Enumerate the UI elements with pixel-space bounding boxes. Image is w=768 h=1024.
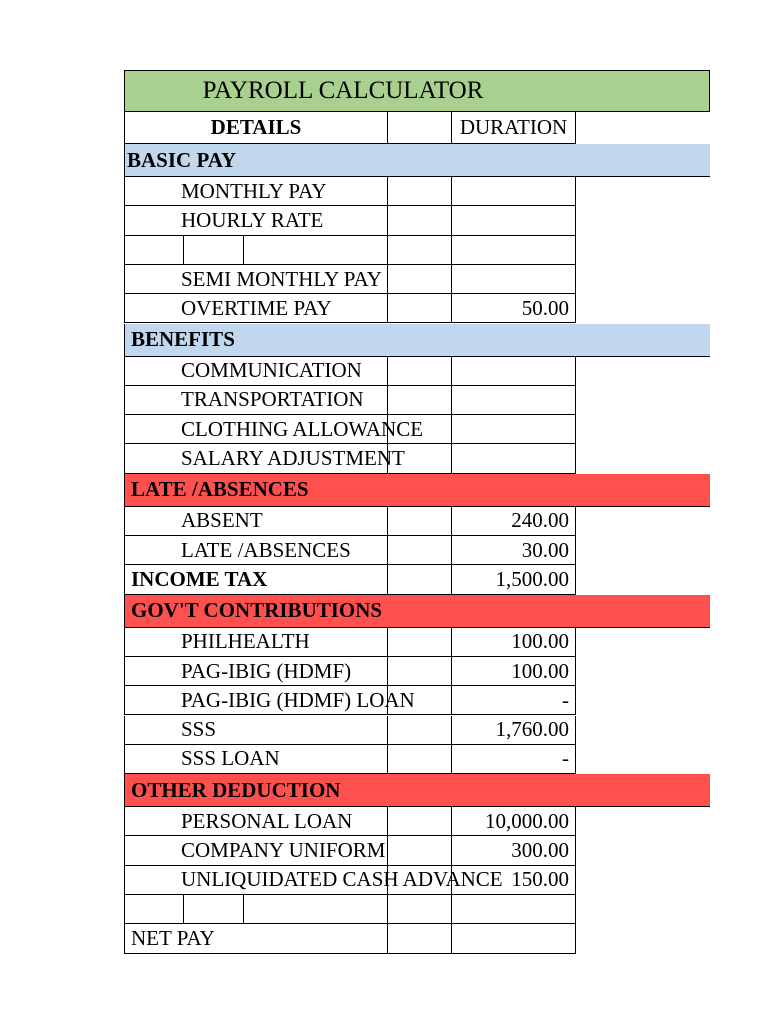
table-row [124,507,710,536]
input-cell[interactable] [388,357,452,386]
duration-value[interactable]: 100.00 [452,657,576,686]
header-spacer-cell [388,112,452,144]
empty-cell [244,895,388,924]
blank-row [124,236,710,265]
section-label: BENEFITS [131,327,235,351]
row-label-unliquidated-cash-advance: UNLIQUIDATED CASH ADVANCE [124,866,388,895]
input-cell[interactable] [388,628,452,657]
row-label-personal-loan: PERSONAL LOAN [124,807,388,836]
row-label-transportation: TRANSPORTATION [124,386,388,415]
header-row [124,112,710,144]
empty-cell [388,895,452,924]
input-cell[interactable] [388,265,452,294]
row-label-communication: COMMUNICATION [124,357,388,386]
duration-value[interactable]: 1,760.00 [452,716,576,745]
input-cell[interactable] [388,206,452,235]
section-label: LATE /ABSENCES [131,477,309,502]
row-label-salary-adjustment: SALARY ADJUSTMENT [124,444,388,473]
empty-cell [452,236,576,265]
section-late-absences [124,474,710,507]
section-gov-t-contributions [124,595,710,628]
duration-value[interactable] [452,415,576,444]
input-cell[interactable] [388,177,452,206]
empty-cell [184,895,244,924]
duration-value[interactable]: - [452,686,576,715]
duration-value[interactable]: 150.00 [452,866,576,895]
duration-value[interactable]: 300.00 [452,836,576,865]
row-label-net-pay: NET PAY [124,924,388,953]
table-row [124,177,710,206]
duration-header: DURATION [452,112,576,144]
table-row [124,357,710,386]
table-row [124,866,710,895]
title-bar [124,70,710,112]
input-cell[interactable] [388,924,452,953]
table-row [124,444,710,473]
input-cell[interactable] [388,836,452,865]
empty-cell [244,236,388,265]
section-label: BASIC PAY [127,147,237,172]
input-cell[interactable] [388,507,452,536]
section-label: GOV'T CONTRIBUTIONS [131,598,383,623]
duration-value[interactable]: 10,000.00 [452,807,576,836]
details-header: DETAILS [124,112,388,144]
duration-value[interactable]: 50.00 [452,294,576,323]
duration-value[interactable]: 1,500.00 [452,565,576,594]
input-cell[interactable] [388,444,452,473]
row-label-sss: SSS [124,716,388,745]
row-label-late-absences: LATE /ABSENCES [124,536,388,565]
table-row [124,924,710,953]
input-cell[interactable] [388,745,452,774]
table-row [124,536,710,565]
input-cell[interactable] [388,807,452,836]
table-row [124,686,710,715]
empty-cell [184,236,244,265]
empty-cell [124,236,184,265]
input-cell[interactable] [388,415,452,444]
row-label-semi-monthly-pay: SEMI MONTHLY PAY [124,265,388,294]
input-cell[interactable] [388,294,452,323]
table-row [124,657,710,686]
duration-value[interactable] [452,444,576,473]
duration-value[interactable] [452,265,576,294]
table-row [124,745,710,774]
duration-value[interactable]: 240.00 [452,507,576,536]
row-label-pag-ibig-hdmf-loan: PAG-IBIG (HDMF) LOAN [124,686,388,715]
empty-cell [388,236,452,265]
duration-value[interactable] [452,357,576,386]
row-label-pag-ibig-hdmf: PAG-IBIG (HDMF) [124,657,388,686]
input-cell[interactable] [388,866,452,895]
empty-cell [124,895,184,924]
duration-value[interactable] [452,177,576,206]
row-label-overtime-pay: OVERTIME PAY [124,294,388,323]
table-row [124,716,710,745]
section-label: OTHER DEDUCTION [131,777,341,802]
input-cell[interactable] [388,536,452,565]
input-cell[interactable] [388,716,452,745]
blank-row [124,895,710,924]
section-benefits [124,324,710,357]
table-row [124,807,710,836]
duration-value[interactable] [452,386,576,415]
table-row [124,565,710,594]
table-row [124,265,710,294]
input-cell[interactable] [388,686,452,715]
duration-value[interactable] [452,206,576,235]
row-label-clothing-allowance: CLOTHING ALLOWANCE [124,415,388,444]
row-label-hourly-rate: HOURLY RATE [124,206,388,235]
duration-value[interactable] [452,924,576,953]
input-cell[interactable] [388,386,452,415]
table-row [124,836,710,865]
table-row [124,206,710,235]
row-label-sss-loan: SSS LOAN [124,745,388,774]
table-row [124,628,710,657]
table-row [124,386,710,415]
table-row [124,294,710,323]
page-title: PAYROLL CALCULATOR [202,77,484,104]
row-label-income-tax: INCOME TAX [124,565,388,594]
input-cell[interactable] [388,565,452,594]
table-row [124,415,710,444]
row-label-absent: ABSENT [124,507,388,536]
duration-value[interactable]: 30.00 [452,536,576,565]
empty-cell [452,895,576,924]
duration-value[interactable]: 100.00 [452,628,576,657]
section-other-deduction [124,774,710,807]
row-label-monthly-pay: MONTHLY PAY [124,177,388,206]
input-cell[interactable] [388,657,452,686]
duration-value[interactable]: - [452,745,576,774]
row-label-philhealth: PHILHEALTH [124,628,388,657]
row-label-company-uniform: COMPANY UNIFORM [124,836,388,865]
section-basic-pay [124,144,710,177]
